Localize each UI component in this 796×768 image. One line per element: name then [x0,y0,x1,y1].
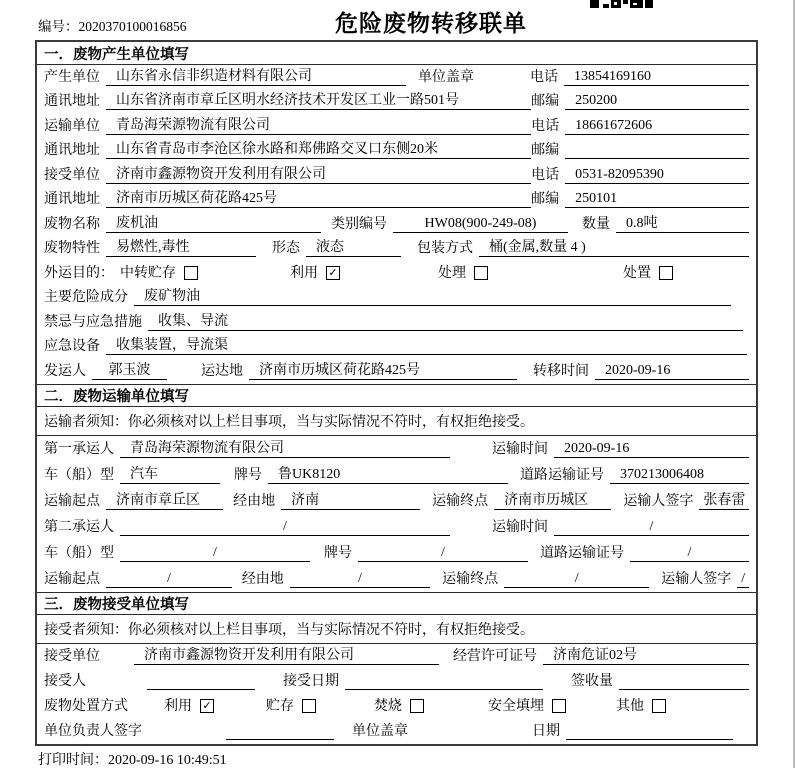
responsible-sign-value [226,739,334,740]
form-label: 形态 [272,241,300,256]
manifest-form [35,40,758,746]
row-carrier2 [37,514,756,540]
vehicle2-label: 车（船）型 [44,545,114,561]
row-accept-unit [37,644,756,669]
row-transporter-address [37,139,756,164]
receiver-unit-label: 接受单位 [44,167,100,183]
accept-person-label: 接受人 [44,673,86,689]
sign-date-value [566,739,733,740]
carrier2-time-label: 运输时间 [492,519,548,535]
print-time [38,749,227,768]
destination-value: 济南市历城区荷花路425号 [249,362,517,380]
plate1-value: 鲁UK8120 [268,466,508,484]
receiver-address-value: 济南市历城区荷花路425号 [106,190,531,208]
sign2-value: / [737,570,749,588]
producer-address-value: 山东省济南市章丘区明水经济技术开发区工业一路501号 [106,92,531,110]
waste-name-value: 废机油 [106,215,321,233]
transporter-zip-label: 邮编 [531,143,560,158]
row-disposal-method [37,694,756,719]
row-producer-unit [37,65,756,90]
scan-page-edge-line [793,0,795,768]
quantity-label: 数量 [582,216,610,232]
permit-label: 经营许可证号 [453,648,537,664]
vehicle1-label: 车（船）型 [44,467,114,483]
carrier2-value: / [120,518,450,536]
checkbox-unchecked-icon [659,266,673,280]
transfer-time-value: 2020-09-16 [595,362,749,380]
sign2-label: 运输人签字 [661,571,732,587]
doc-number [38,15,187,35]
form-value: 液态 [306,239,401,257]
section-producer-title: 一．废物产生单位填写 [37,42,756,65]
sign-date-label: 日期 [532,723,560,739]
road1-value: 370213006408 [610,466,749,484]
sign1-value: 张春雷 [699,492,749,510]
quantity-value: 0.8吨 [616,215,749,233]
accept-date-label: 接受日期 [283,673,339,689]
via2-label: 经由地 [241,571,284,587]
responsible-sign-label: 单位负责人签字 [44,723,142,739]
transporter-address-value: 山东省青岛市李沧区徐水路和郑佛路交叉口东侧20米 [106,141,531,159]
waste-name-label: 废物名称 [44,216,100,232]
accept-unit-label: 接受单位 [44,648,100,664]
row-carrier2-vehicle [37,540,756,566]
terminal1-value: 济南市历城区 [494,492,611,510]
road1-label: 道路运输证号 [520,467,604,483]
receiver-zip-label: 邮编 [531,192,560,207]
receiver-phone-value: 0531-82095390 [565,166,749,184]
origin2-value: / [106,570,232,588]
transfer-time-label: 转移时间 [533,363,589,379]
transporter-zip-value [565,158,749,159]
page-title: 危险废物转移联单 [335,10,527,36]
print-time-label: 打印时间： [38,753,108,768]
unit-seal-label: 单位盖章 [352,723,408,739]
section-receiver-title: 三．废物接受单位填写 [37,592,756,615]
section-transporter-title: 二．废物运输单位填写 [37,384,756,407]
disposal-option-label: 安全填埋 [488,698,544,714]
checkbox-unchecked-icon [552,699,566,713]
row-carrier1-vehicle [37,462,756,488]
sign-amount-value [619,689,749,690]
print-time-value: 2020-09-16 10:49:51 [108,753,227,768]
disposal-option-label: 其他 [616,698,644,714]
checkbox-unchecked-icon [302,699,316,713]
row-producer-address [37,90,756,115]
transporter-notice: 运输者须知：你必须核对以上栏目事项，当与实际情况不符时，有权拒绝接受。 [37,407,756,436]
checkbox-unchecked-icon [652,699,666,713]
row-purpose [37,261,756,286]
checkbox-checked-icon [326,266,340,280]
carrier1-time-label: 运输时间 [492,441,548,457]
producer-zip-label: 邮编 [531,94,560,109]
disposal-option-utilize [164,698,214,715]
transporter-unit-value: 青岛海荣源物流有限公司 [106,117,531,135]
checkbox-unchecked-icon [184,266,198,280]
vehicle2-value: / [120,544,310,562]
checkbox-checked-icon [200,699,214,713]
disposal-option-incinerate [374,698,424,715]
plate2-value: / [358,544,528,562]
destination-label: 运达地 [201,363,243,379]
packing-label: 包装方式 [417,241,473,256]
purpose-option-dispose [623,265,673,282]
row-carrier2-route [37,566,756,592]
hazard-component-label: 主要危险成分 [44,290,128,305]
disposal-option-label: 利用 [164,698,192,714]
producer-phone-label: 电话 [530,69,558,85]
row-receiver-address [37,188,756,213]
permit-value: 济南危证02号 [543,647,749,665]
taboo-measures-value: 收集、导流 [148,313,743,331]
row-taboo-measures [37,310,756,335]
producer-address-label: 通讯地址 [44,94,100,109]
purpose-option-label: 中转贮存 [120,265,176,281]
row-accept-person [37,669,756,694]
receiver-notice: 接受者须知：你必须核对以上栏目事项，当与实际情况不符时，有权拒绝接受。 [37,615,756,644]
section-receiver [37,592,756,744]
waste-character-label: 废物特性 [44,241,100,256]
via1-label: 经由地 [233,493,276,509]
purpose-option-transfer-storage [120,265,198,282]
sign1-label: 运输人签字 [623,493,694,509]
row-hazard-component [37,286,756,311]
carrier2-time-value: / [554,518,749,536]
checkbox-unchecked-icon [474,266,488,280]
accept-unit-value: 济南市鑫源物资开发利用有限公司 [134,647,439,665]
disposal-option-other [616,698,666,715]
terminal2-label: 运输终点 [442,571,499,587]
row-shipper [37,359,756,384]
row-carrier1-route [37,488,756,514]
sign-amount-label: 签收量 [571,673,613,689]
row-transporter-unit [37,114,756,139]
transporter-address-label: 通讯地址 [44,143,100,158]
plate1-label: 牌号 [234,467,262,483]
carrier1-value: 青岛海荣源物流有限公司 [120,440,450,458]
accept-person-value [147,689,255,690]
carrier1-time-value: 2020-09-16 [554,440,749,458]
purpose-option-utilize [290,265,340,282]
via2-value: / [290,570,430,588]
producer-phone-value: 13854169160 [564,68,749,86]
purpose-option-treat [438,265,488,282]
producer-zip-value: 250200 [565,92,749,110]
category-label: 类别编号 [331,216,387,232]
row-carrier1 [37,436,756,462]
disposal-method-label: 废物处置方式 [44,698,128,714]
receiver-address-label: 通讯地址 [44,192,100,207]
checkbox-mark: ✓ [328,266,338,279]
transporter-phone-label: 电话 [531,118,560,134]
road2-value: / [630,544,749,562]
producer-unit-label: 产生单位 [44,69,100,85]
doc-number-value: 2020370100016856 [78,19,187,34]
checkbox-unchecked-icon [410,699,424,713]
shipper-label: 发运人 [44,363,86,379]
waste-character-value: 易燃性,毒性 [106,239,256,257]
disposal-option-label: 贮存 [266,698,294,714]
purpose-label: 外运目的： [44,265,114,281]
taboo-measures-label: 禁忌与应急措施 [44,314,142,330]
disposal-option-label: 焚烧 [374,698,402,714]
shipper-value: 郭玉波 [92,362,167,380]
row-waste-character [37,237,756,262]
terminal2-value: / [504,570,649,588]
doc-number-label: 编号： [38,19,79,34]
transporter-unit-label: 运输单位 [44,118,100,134]
row-responsible-sign [37,719,756,744]
hazard-component-value: 废矿物油 [134,288,731,306]
disposal-option-landfill [488,698,566,715]
section-transporter [37,384,756,592]
emergency-equipment-label: 应急设备 [44,339,100,354]
producer-unit-value: 山东省永信非织造材料有限公司 [106,68,406,86]
packing-value: 桶(金属,数量 4 ) [479,239,749,257]
origin1-value: 济南市章丘区 [106,492,223,510]
purpose-option-label: 处置 [623,265,651,281]
origin2-label: 运输起点 [44,571,100,587]
qr-code-partial-icon [590,0,654,9]
carrier1-label: 第一承运人 [44,441,114,457]
receiver-phone-label: 电话 [531,167,560,183]
vehicle1-value: 汽车 [120,466,220,484]
disposal-option-storage [266,698,316,715]
origin1-label: 运输起点 [44,493,100,509]
row-receiver-unit [37,163,756,188]
plate2-label: 牌号 [324,545,352,561]
emergency-equipment-value: 收集装置，导流渠 [106,337,747,355]
category-value: HW08(900-249-08) [393,215,568,233]
unit-seal-label: 单位盖章 [418,69,474,85]
checkbox-mark: ✓ [202,699,212,712]
section-producer [37,42,756,384]
transporter-phone-value: 18661672606 [565,117,749,135]
purpose-option-label: 处理 [438,265,466,281]
row-emergency-equipment [37,335,756,360]
road2-label: 道路运输证号 [540,545,624,561]
via1-value: 济南 [281,492,420,510]
receiver-zip-value: 250101 [565,190,749,208]
carrier2-label: 第二承运人 [44,519,114,535]
purpose-option-label: 利用 [290,265,318,281]
row-waste-name [37,212,756,237]
accept-date-value [345,689,543,690]
receiver-unit-value: 济南市鑫源物资开发利用有限公司 [106,166,531,184]
terminal1-label: 运输终点 [432,493,489,509]
